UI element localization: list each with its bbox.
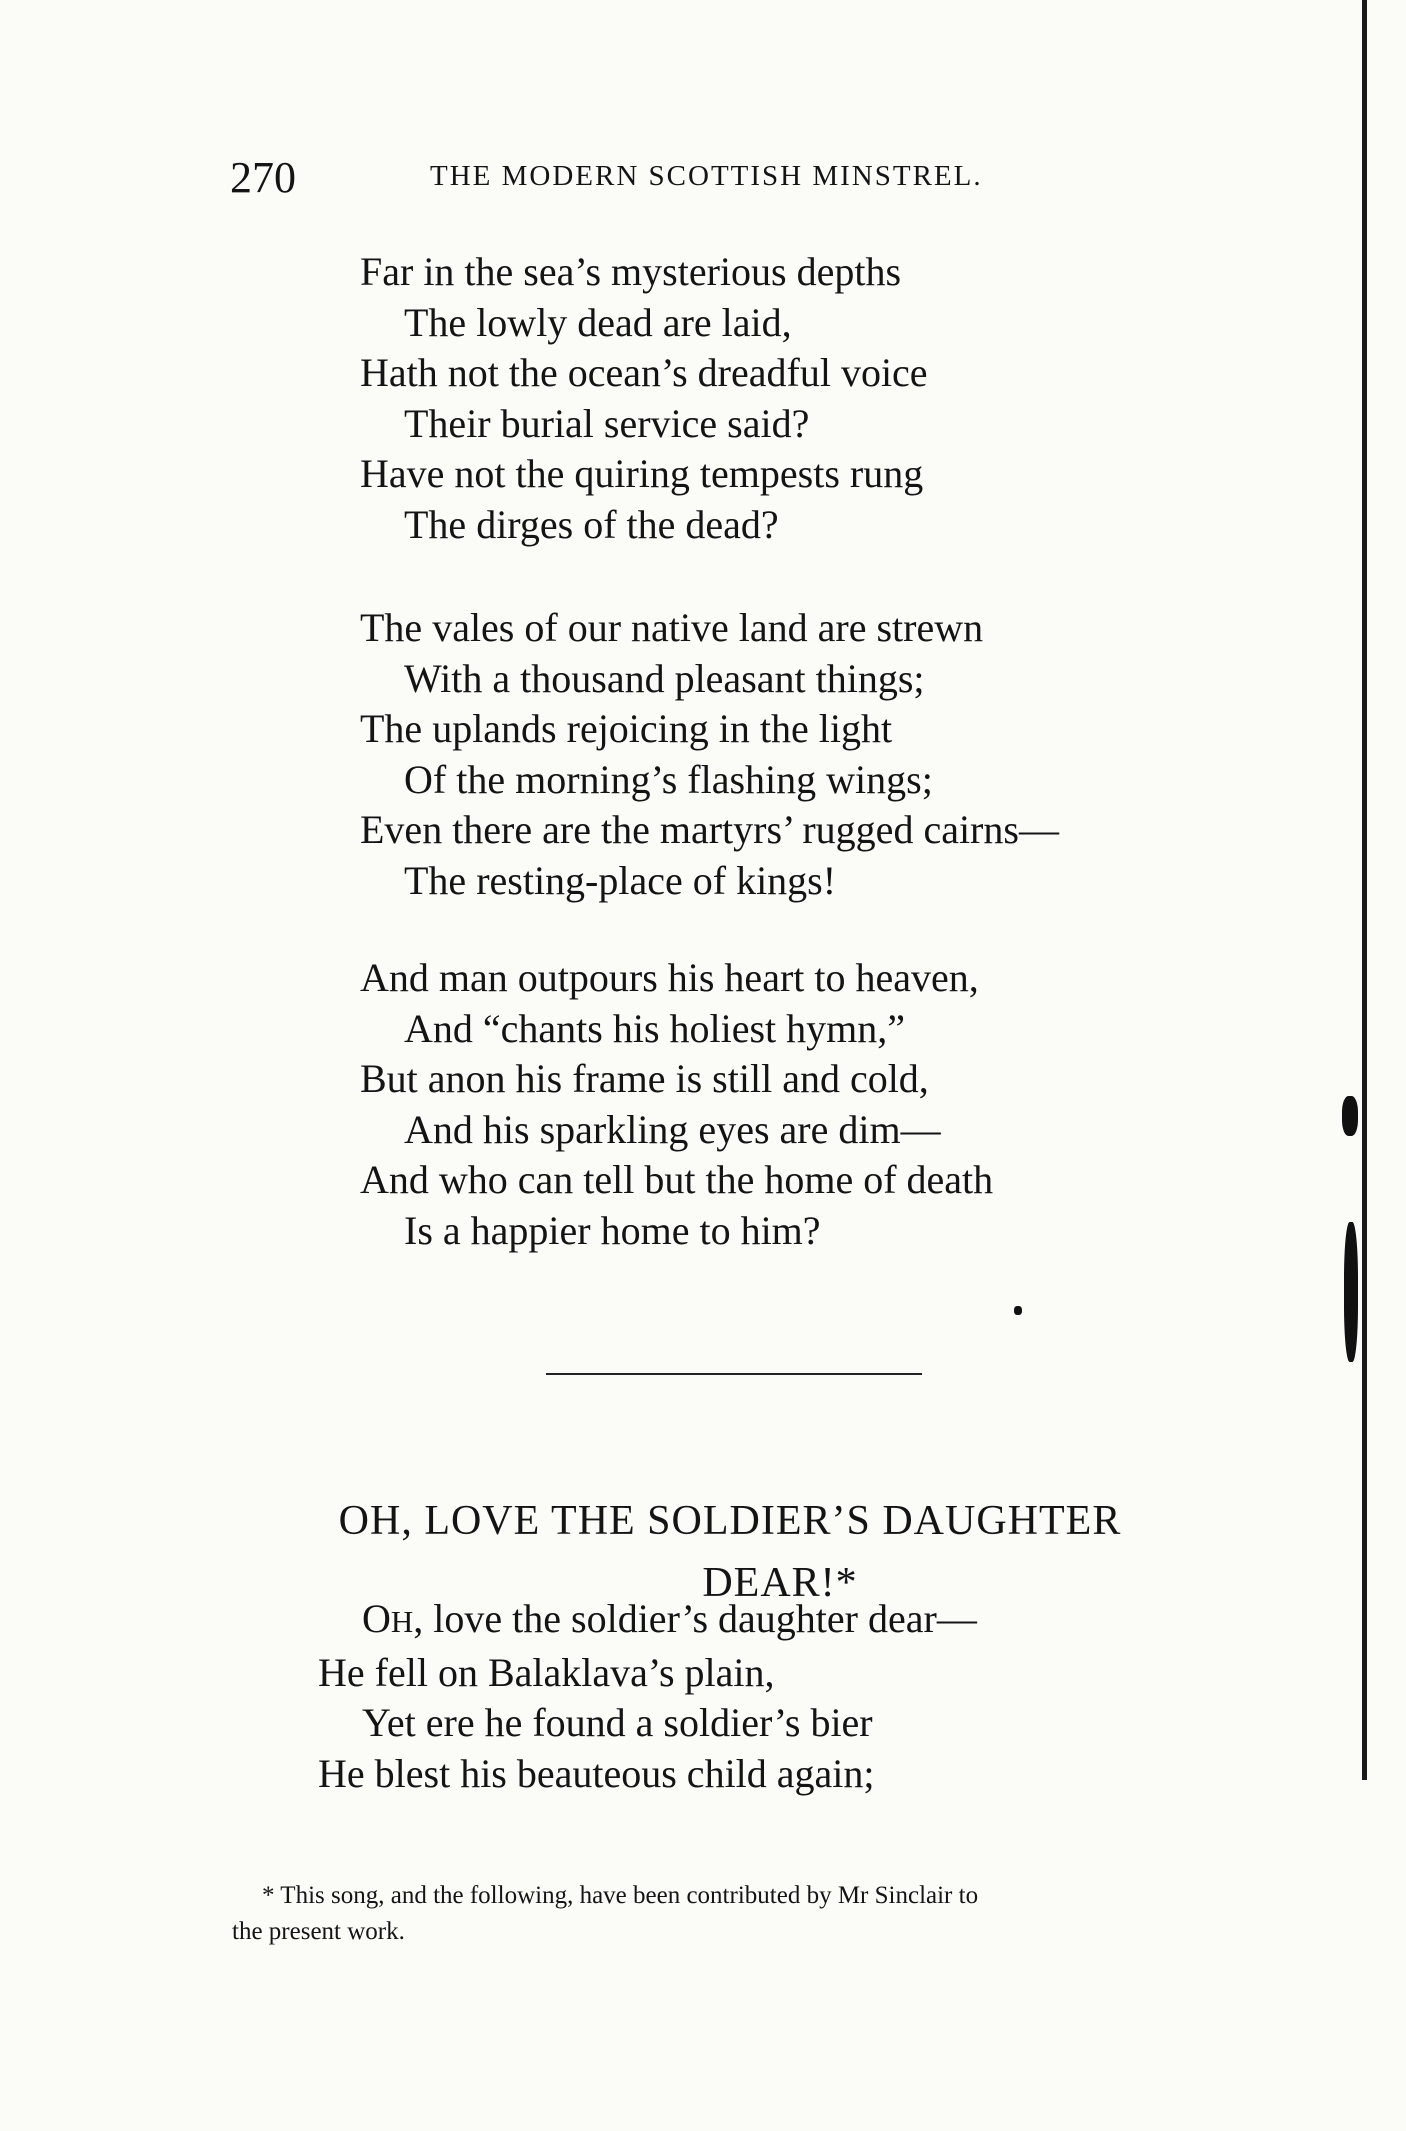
- poem-line: With a thousand pleasant things;: [404, 655, 925, 701]
- song-title-line-1: OH, LOVE THE SOLDIER’S DAUGHTER: [338, 1498, 1122, 1544]
- scan-speck: [1014, 1306, 1022, 1315]
- poem-line: The resting-place of kings!: [404, 857, 837, 903]
- song-first-line-rest: , love the soldier’s daughter dear—: [413, 1596, 977, 1641]
- poem-stanza-3: [360, 953, 993, 1257]
- song-first-line: [318, 1594, 977, 1648]
- poem-line: And his sparkling eyes are dim—: [404, 1106, 941, 1152]
- poem-line: The vales of our native land are strewn: [360, 605, 984, 650]
- poem-line: The uplands rejoicing in the light: [360, 706, 893, 752]
- song-title-line-2: DEAR!*: [702, 1560, 858, 1606]
- poem-line: The lowly dead are laid,: [404, 299, 792, 345]
- poem-line: The dirges of the dead?: [404, 501, 779, 547]
- poem-line: And man outpours his heart to heaven,: [360, 955, 979, 1000]
- scan-edge-shadow: [1362, 0, 1367, 1780]
- song-stanza-1: [318, 1594, 977, 1799]
- poem-stanza-2: [360, 603, 1059, 907]
- footnote: [232, 1878, 1242, 1950]
- song-line: Yet ere he found a soldier’s bier: [362, 1700, 873, 1746]
- footnote-line-1: * This song, and the following, have been contributed by Mr Sinclair to: [262, 1882, 979, 1909]
- poem-line: But anon his frame is still and cold,: [360, 1056, 929, 1102]
- song-line: He blest his beauteous child again;: [318, 1750, 875, 1796]
- poem-line: Of the morning’s flashing wings;: [404, 756, 933, 802]
- section-divider: [546, 1373, 922, 1375]
- running-title: THE MODERN SCOTTISH MINSTREL.: [430, 160, 983, 192]
- poem-line: Far in the sea’s mysterious depths: [360, 249, 902, 294]
- poem-line: Even there are the martyrs’ rugged cairns—: [360, 807, 1059, 853]
- scan-speck: [1342, 1096, 1358, 1136]
- scan-speck: [1344, 1222, 1358, 1362]
- page-header: [230, 152, 1060, 202]
- poem-line: Have not the quiring tempests rung: [360, 451, 924, 497]
- song-line: He fell on Balaklava’s plain,: [318, 1649, 775, 1695]
- song-initial-smallcaps: H: [390, 1604, 414, 1639]
- page-number: 270: [230, 153, 296, 202]
- poem-line: Hath not the ocean’s dreadful voice: [360, 350, 928, 396]
- poem-line: Is a happier home to him?: [404, 1207, 821, 1253]
- footnote-line-2: the present work.: [232, 1918, 405, 1945]
- poem-line: And who can tell but the home of death: [360, 1157, 994, 1203]
- poem-line: Their burial service said?: [404, 400, 810, 446]
- poem-stanza-1: [360, 247, 928, 551]
- song-initial: O: [362, 1596, 391, 1641]
- poem-line: And “chants his holiest hymn,”: [404, 1005, 906, 1051]
